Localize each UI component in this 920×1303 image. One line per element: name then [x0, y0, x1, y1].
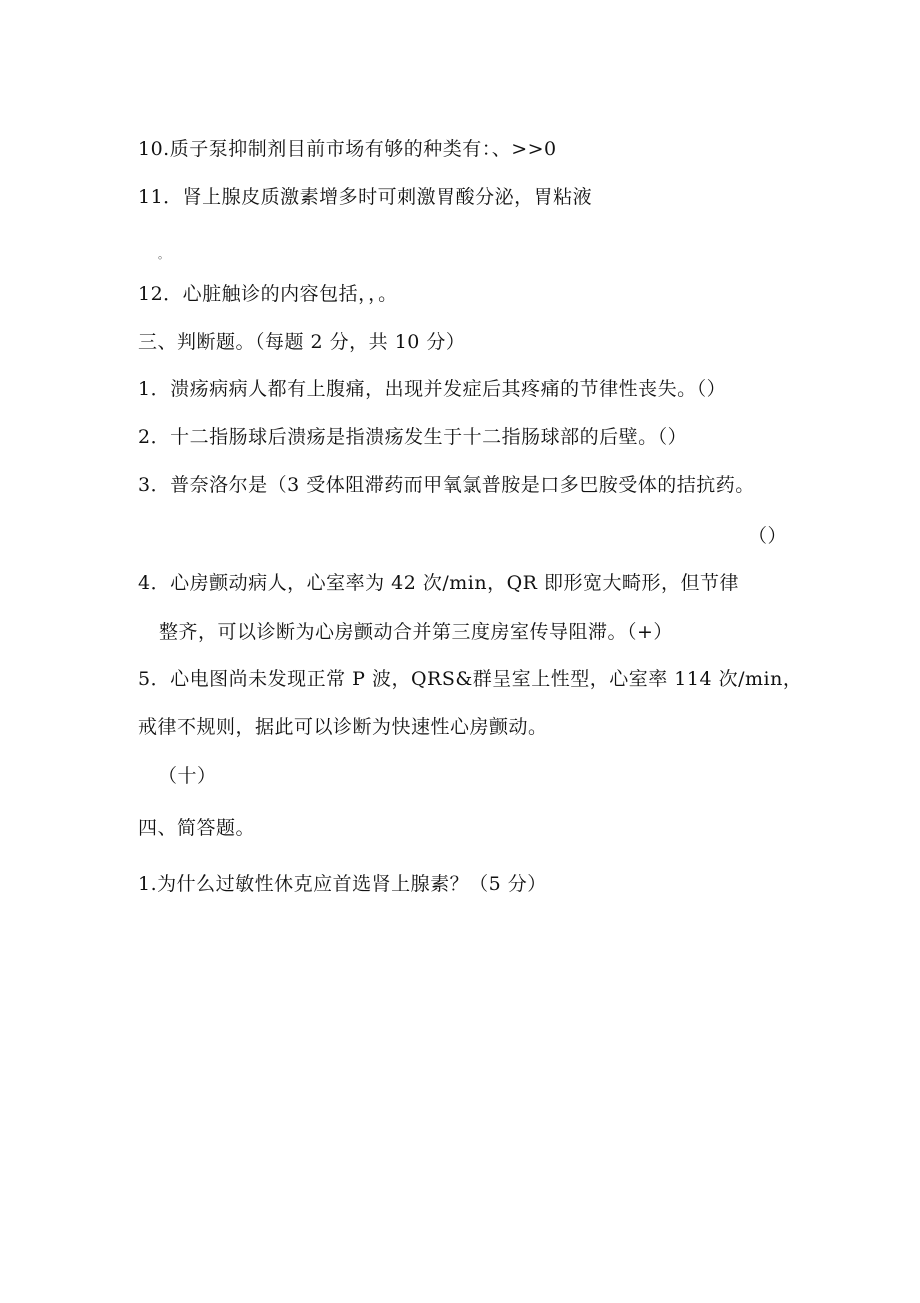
tf-question-3-answer: （）	[748, 525, 788, 547]
question-11-mark: 。	[158, 248, 169, 261]
tf-question-4-line-1: 4．心房颤动病人，心室率为 42 次/min，QR 即形宽大畸形，但节律	[138, 572, 739, 594]
tf-question-2: 2．十二指肠球后溃疡是指溃疡发生于十二指肠球部的后壁。（）	[138, 426, 688, 448]
tf-question-1: 1．溃疡病病人都有上腹痛，出现并发症后其疼痛的节律性丧失。（）	[138, 378, 727, 400]
tf-question-5-answer: （十）	[158, 765, 217, 787]
section-true-false-heading: 三、判断题。（每题 2 分，共 10 分）	[138, 331, 466, 353]
tf-question-5-line-1: 5．心电图尚未发现正常 P 波，QRS&群呈室上性型，心室率 114 次/min，	[138, 668, 803, 690]
section-short-answer-heading: 四、简答题。	[138, 817, 256, 839]
tf-question-4-line-2: 整齐，可以诊断为心房颤动合并第三度房室传导阻滞。（+）	[159, 621, 673, 643]
question-11: 11．肾上腺皮质激素增多时可刺激胃酸分泌，胃粘液	[138, 186, 593, 208]
short-answer-question-1: 1.为什么过敏性休克应首选肾上腺素？（5 分）	[138, 873, 547, 895]
tf-question-3: 3．普奈洛尔是（3 受体阻滞药而甲氧氯普胺是口多巴胺受体的拮抗药。	[138, 474, 755, 496]
question-10: 10.质子泵抑制剂目前市场有够的种类有：、>>0	[138, 138, 557, 160]
question-12: 12．心脏触诊的内容包括，，。	[138, 283, 398, 305]
tf-question-5-line-2: 戒律不规则，据此可以诊断为快速性心房颤动。	[138, 716, 548, 738]
